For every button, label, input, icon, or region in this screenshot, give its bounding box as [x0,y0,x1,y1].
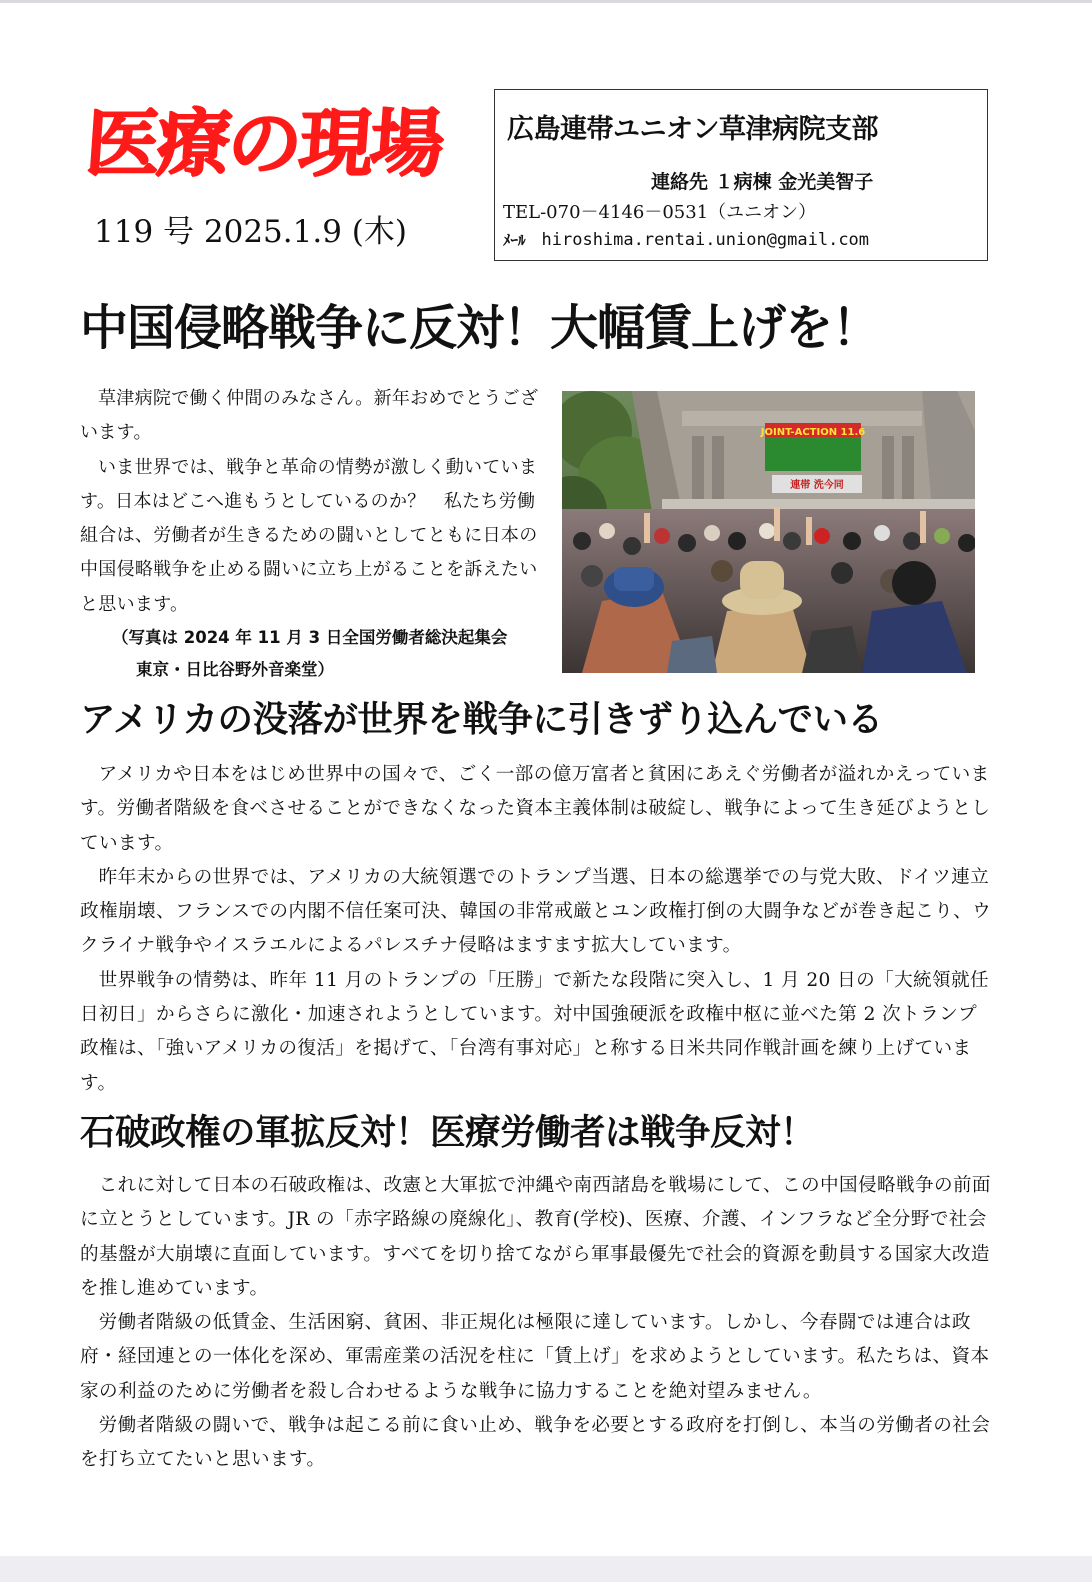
section-heading-ishiba: 石破政権の軍拡反対！医療労働者は戦争反対！ [80,1112,816,1153]
intro-paragraph: 草津病院で働く仲間のみなさん。新年おめでとうございます。 [80,388,539,444]
section-heading-america: アメリカの没落が世界を戦争に引きずり込んでいる [80,699,883,740]
body-paragraph: アメリカや日本をはじめ世界中の国々で、ごく一部の億万富者と貧困にあえぐ労働者が溢れかえっています。労働者階級を食べさせることができなくなった資本主義体制は破綻し、戦争によって生き延びようとしています。 [80,764,991,854]
intro-paragraph: いま世界では、戦争と革命の情勢が激しく動いています。日本はどこへ進もうとしているのか？ 私たち労働組合は、労働者が生きるための闘いとしてともに日本の中国侵略戦争を止める闘いに立ち上がることを訴えたいと思います。 [80,456,538,615]
newsletter-title: 医療の現場 [82,101,445,187]
email-line [503,227,869,253]
issue-date: 119 号 2025.1.9 (木) [94,214,407,250]
page-bottom-bar [0,1556,1092,1582]
caption-line: 東京・日比谷野外音楽堂） [136,660,334,679]
contact-box [494,89,988,261]
body-paragraph: これに対して日本の石破政権は、改憲と大軍拡で沖縄や南西諸島を戦場にして、この中国侵略戦争の前面に立とうとしています。JR の「赤字路線の廃線化」、教育(学校)、医療、介護、インフラなど全分野で社会的基盤が大崩壊に直面しています。すべてを切り捨てながら軍事最優先で社会的資源を動員する国家大改造を推し進めています。 [80,1175,991,1299]
top-border [0,0,1092,3]
body-paragraph: 昨年末からの世界では、アメリカの大統領選でのトランプ当選、日本の総選挙での与党大敗、ドイツ連立政権崩壊、フランスでの内閣不信任案可決、韓国の非常戒厳とユン政権打倒の大闘争などが巻き起こり、ウクライナ戦争やイスラエルによるパレスチナ侵略はますます拡大しています。 [80,866,992,957]
body-paragraph: 労働者階級の低賃金、生活困窮、貧困、非正規化は極限に達しています。しかし、今春闘では連合は政府・経団連との一体化を深め、軍需産業の活況を柱に「賃上げ」を求めようとしています。私たちは、資本家の利益のために労働者を殺し合わせるような戦争に協力することを絶対望みません。 [80,1312,990,1402]
section-body-america [80,758,994,1101]
photo-caption [112,622,552,686]
email-address[interactable]: hiroshima.rentai.union@gmail.com [541,230,870,250]
email-label: ﾒｰﾙ [503,231,526,249]
intro-text [80,382,550,622]
rally-photo-illustration [562,391,975,673]
union-name: 広島連帯ユニオン草津病院支部 [507,114,878,145]
contact-person: 連絡先 １病棟 金光美智子 [651,171,874,193]
phone-number: TEL‐070－4146－0531（ユニオン） [503,202,817,223]
rally-photo [562,391,975,673]
stage-sign: 連帯 洗今同 [790,480,844,491]
section-body-ishiba [80,1169,994,1478]
caption-line: （写真は 2024 年 11 月 3 日全国労働者総決起集会 [112,628,508,647]
body-paragraph: 労働者階級の闘いで、戦争は起こる前に食い止め、戦争を必要とする政府を打倒し、本当の労働者の社会を打ち立てたいと思います。 [80,1415,991,1471]
main-headline: 中国侵略戦争に反対！大幅賃上げを！ [80,300,880,356]
body-paragraph: 世界戦争の情勢は、昨年 11 月のトランプの「圧勝」で新たな段階に突入し、1 月 20 日の「大統領就任日初日」からさらに激化・加速されようとしています。対中国強硬派を政権中枢に並べた第 2 次トランプ政権は、「強いアメリカの復活」を掲げて、「台湾有事対応」と称する日米共同作戦計画を練り上げています。 [80,969,990,1094]
banner-text: JOINT-ACTION 11.6 [760,427,866,438]
